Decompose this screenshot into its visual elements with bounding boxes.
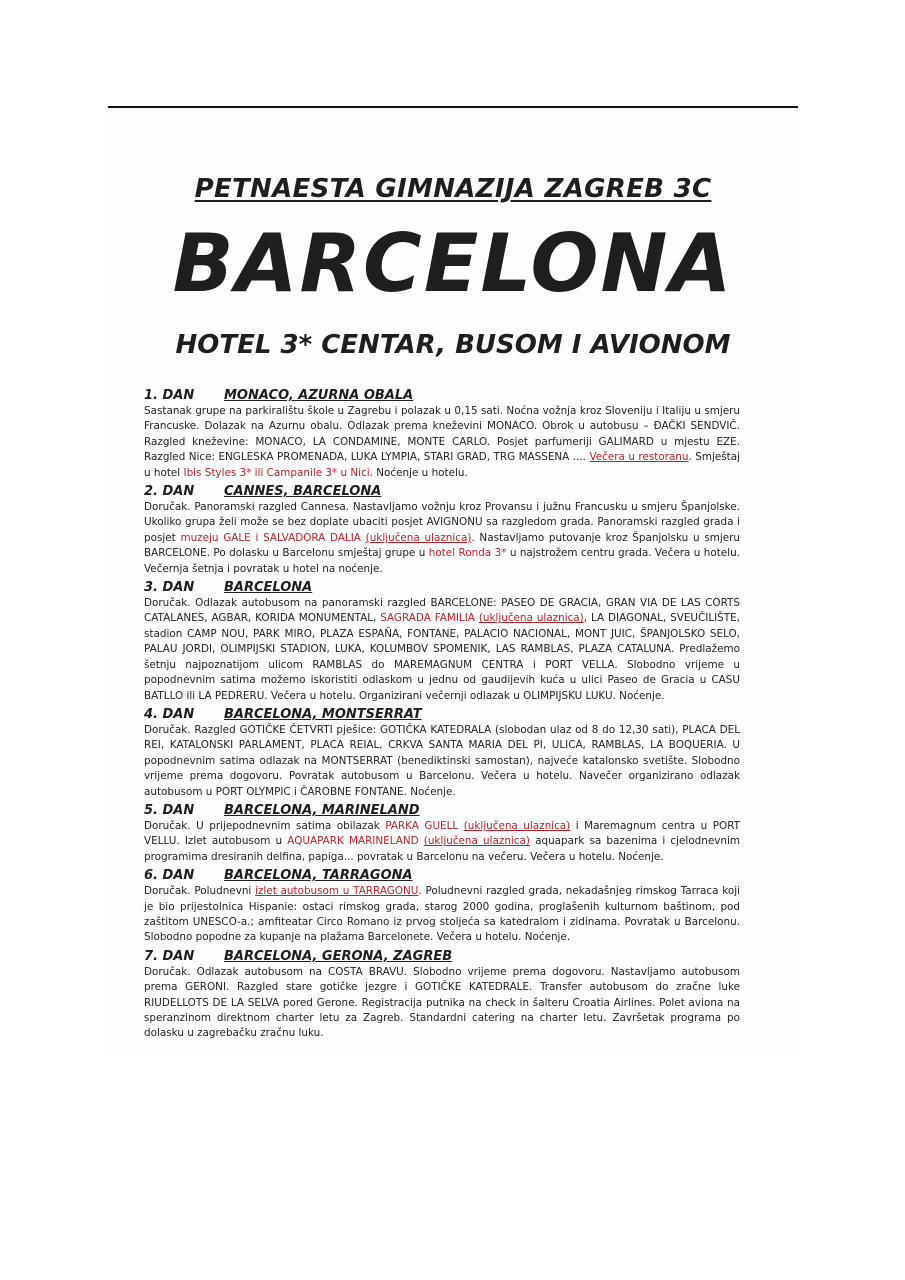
- description-text: , LA DIAGONAL, SVEUČILIŠTE, stadion CAMP NOU, PARK MIRO, PLAZA ESPAÑA, FONTANE, PALACIO NACIONAL, MONT JUIC, ŠPANJOLSKO SELO, PALAU JORDI, OLIMPIJSKI STADION, LUKA, KOLUMBOV SPOMENIK, LAS RAMBLAS, PLAZA CATALUNA. Predlažemo šetnju najpoznatijom ulicom RAMBLAS do MAREMAGNUM CENTRA i PORT VELLA. Slobodno vrijeme u popodnevnim satima možemo iskoristiti odlaskom u jednu od gaudijevih kuća u ulici Paseo de Gracia u CASU BATLLO ili LA PEDRERU. Večera u hotelu. Organizirani večernji odlazak u OLIMPIJSKU LUKU. Noćenje.: [144, 612, 740, 702]
- day-number: 4. DAN: [144, 706, 195, 722]
- highlighted-text: hotel Ronda 3*: [428, 547, 507, 560]
- highlighted-text: PARKA GUELL: [385, 819, 459, 832]
- description-text: Doručak. Panoramski razgled Cannesa. Nastavljamo vožnju kroz Provansu i južnu Francusku u smjeru Španjolske. Ukoliko grupa želi može se bez doplate ubaciti posjet AVIGNONU sa razgledom grada. Panoramski razgled grada i posjet: [144, 501, 740, 544]
- description-text: Doručak. Razgled GOTIČKE ČETVRTI pješice: GOTIČKA KATEDRALA (slobodan ulaz od 8 do 12,30 sati), PLACA DEL REI, KATALONSKI PARLAMENT, PLACA REIAL, CRKVA SANTA MARIA DEL PI, ULICA, RAMBLAS, LA BOQUERIA. U popodnevnim satima odlazak na MONTSERRAT (benediktinski samostan), najveće katalonsko svetište. Slobodno vrijeme prema dogovoru. Povratak autobusom u Barcelonu. Večera u hotelu. Navečer organizirano odlazak autobusom u PORT OLYMPIC i ČAROBNE FONTANE. Noćenje.: [144, 723, 740, 798]
- description-text: . Poludnevni razgled grada, nekadašnjeg rimskog Tarraca koji je bio prijestolnica Hispanie: ostaci rimskog grada, starog 2000 godina, proglašenih kulturnom baštinom, pod zaštitom UNESCO-a.; amfiteatar Circo Romano iz prvog stoljeća sa katedralom i zidinama. Povratak u Barcelonu. Slobodno popodne za kupanje na plažama Barcelonete. Večera u hotelu. Noćenje.: [144, 885, 740, 944]
- day-number: 6. DAN: [144, 868, 195, 884]
- day-description: [144, 404, 740, 481]
- itinerary-day: [144, 484, 740, 577]
- description-text: . Noćenje u hotelu.: [369, 466, 468, 479]
- day-title: BARCELONA: [224, 580, 313, 596]
- day-heading: [144, 949, 740, 965]
- description-text: Doručak. Odlazak autobusom na COSTA BRAVU. Slobodno vrijeme prema dogovoru. Nastavljamo autobusom prema GERONI. Razgled stare gotičke jezgre i GOTIČKE KATEDRALE. Transfer autobusom do zračne luke RIUDELLOTS DE LA SELVA pored Gerone. Registracija putnika na check in šalteru Croatia Airlines. Polet aviona na speranzinom direktnom charter letu za Zagreb. Standardni catering na charter letu. Završetak programa po dolasku u zagrebačku zračnu luku.: [144, 965, 740, 1040]
- day-description: [144, 596, 740, 704]
- day-description: [144, 819, 740, 865]
- day-description: [144, 723, 740, 800]
- description-text: Sastanak grupe na parkiralištu škole u Zagrebu i polazak u 0,15 sati. Noćna vožnja kroz Sloveniju i Italiju u smjeru Francuske. Dolazak na Azurnu obalu. Odlazak prema kneževini MONACO. Obrok u autobusu – ĐAČKI SENDVIČ. Razgled kneževine: MONACO, LA CONDAMINE, MONTE CARLO. Posjet parfumeriji GALIMARD u mjestu EZE. Razgled Nice: ENGLESKA PROMENADA, LUKA LYMPIA, STARI GRAD, TRG MASSENA ....: [144, 405, 740, 464]
- highlighted-text: (uključena ulaznica): [478, 612, 584, 625]
- day-description: [144, 884, 740, 946]
- itinerary-day: [144, 388, 740, 481]
- highlighted-text: AQUAPARK MARINELAND: [287, 835, 419, 848]
- destination-title: BARCELONA: [172, 217, 734, 310]
- description-text: . Nastavljamo putovanje kroz Španjolsku u smjeru BARCELONE. Po dolasku u Barcelonu smještaj grupe u: [144, 531, 740, 560]
- itinerary-day: [144, 949, 740, 1042]
- itinerary-day: [144, 803, 740, 865]
- day-heading: [144, 803, 740, 819]
- day-description: [144, 500, 740, 577]
- day-description: [144, 965, 740, 1042]
- highlighted-text: (uključena ulaznica): [463, 819, 571, 832]
- trip-subtitle: HOTEL 3* CENTAR, BUSOM I AVIONOM: [175, 330, 731, 360]
- day-heading: [144, 580, 740, 596]
- day-title: BARCELONA, MARINELAND: [224, 802, 420, 818]
- day-number: 7. DAN: [144, 948, 195, 964]
- day-number: 1. DAN: [144, 388, 195, 403]
- description-text: . Smještaj u hotel: [144, 451, 740, 479]
- description-text: Doručak. Poludnevni: [144, 885, 256, 898]
- day-title: CANNES, BARCELONA: [224, 484, 382, 500]
- day-title: BARCELONA, TARRAGONA: [224, 868, 413, 884]
- day-heading: [144, 707, 740, 723]
- day-title: MONACO, AZURNA OBALA: [224, 388, 414, 403]
- description-text: Doručak. U prijepodnevnim satima obilazak: [144, 819, 386, 832]
- day-number: 5. DAN: [144, 802, 195, 818]
- highlighted-text: Večera u restoranu: [589, 451, 689, 464]
- itinerary-day: [144, 868, 740, 946]
- day-number: 2. DAN: [144, 484, 195, 500]
- day-title: BARCELONA, MONTSERRAT: [224, 706, 422, 722]
- highlighted-text: izlet autobusom u TARRAGONU: [255, 885, 419, 898]
- itinerary-day: [144, 580, 740, 704]
- day-heading: [144, 388, 740, 404]
- highlighted-text: (uključena ulaznica): [365, 531, 472, 544]
- description-text: i Maremagnum centra u PORT VELLU. Izlet autobusom u: [144, 819, 741, 848]
- scanned-page: [108, 106, 798, 1056]
- day-heading: [144, 868, 740, 884]
- highlighted-text: SAGRADA FAMILIA: [380, 612, 475, 625]
- day-title: BARCELONA, GERONA, ZAGREB: [224, 948, 453, 964]
- itinerary: [144, 388, 740, 1045]
- highlighted-text: muzeju GALE i SALVADORA DALIA: [180, 531, 361, 544]
- itinerary-day: [144, 707, 740, 800]
- day-number: 3. DAN: [144, 580, 195, 596]
- school-title: PETNAESTA GIMNAZIJA ZAGREB 3C: [194, 174, 712, 204]
- highlighted-text: Ibis Styles 3* ili Campanile 3* u Nici: [183, 466, 370, 479]
- description-text: Doručak. Odlazak autobusom na panoramski razgled BARCELONE: PASEO DE GRACIA, GRAN VIA DE LAS CORTS CATALANES, AGBAR, KORIDA MONUMENTAL,: [144, 597, 740, 625]
- highlighted-text: (uključena ulaznica): [423, 835, 530, 848]
- description-text: aquapark sa bazenima i cjelodnevnim programima dresiranih delfina, papiga... povratak u Barcelonu na večeru. Večera u hotelu. Noćenje.: [144, 835, 740, 863]
- description-text: u najstrožem centru grada. Večera u hotelu. Večernja šetnja i povratak u hotel na noćenje.: [144, 547, 740, 575]
- day-heading: [144, 484, 740, 500]
